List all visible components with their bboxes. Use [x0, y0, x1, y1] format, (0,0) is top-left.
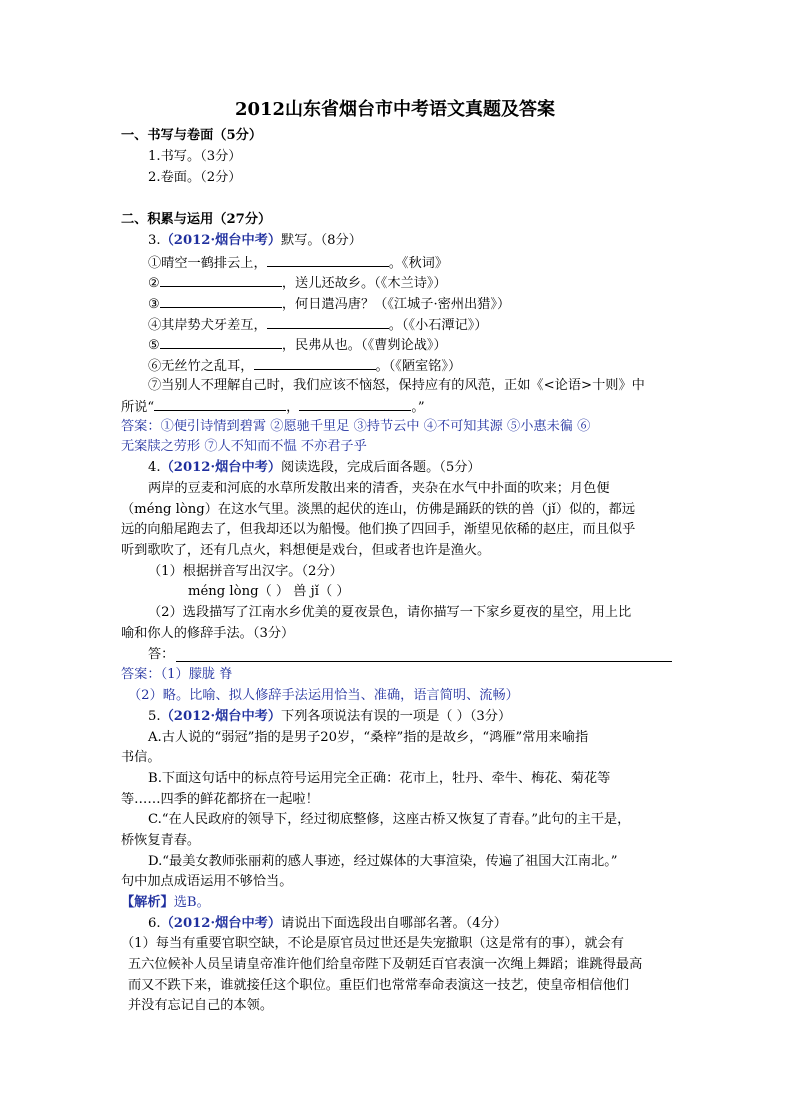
dictation-text: 。”	[411, 400, 425, 415]
dictation-text: 。（《陋室铭》）	[375, 359, 462, 374]
dictation-line-6	[148, 356, 461, 376]
answer-text: （1）朦胧 脊	[160, 667, 233, 682]
question-prompt: 请说出下面选段出自哪部名著。（4分）	[281, 916, 507, 931]
subquestion-1-blanks[interactable]: méng lòng（ ） 兽 jǐ（ ）	[188, 584, 350, 599]
item-neatness: 2.卷面。（2分）	[148, 170, 242, 185]
passage-line: 两岸的豆麦和河底的水草所发散出来的清香，夹杂在水气中扑面的吹来；月色便	[148, 481, 610, 496]
option-d: D.“最美女教师张丽莉的感人事迹，经过媒体的大事渲染，传遍了祖国大江南北。”	[148, 854, 618, 869]
answer-blank[interactable]	[154, 397, 286, 411]
passage-line: 听到歌吹了，还有几点火，料想便是戏台，但或者也许是渔火。	[121, 543, 491, 558]
dictation-text: ，民弗从也。（《曹刿论战》）	[281, 338, 447, 353]
analysis-label: 【解析】	[121, 895, 174, 910]
dictation-text: ③	[148, 297, 160, 312]
excerpt-line: 而又不跌下来，谁就接任这个职位。重臣们也常常奉命表演这一技艺，使皇帝相信他们	[128, 978, 630, 993]
answer-blank[interactable]	[160, 294, 282, 308]
dictation-line-5	[148, 335, 447, 355]
answer-label: 答案：	[121, 667, 161, 682]
excerpt-line: 五六位候补人员呈请皇帝准许他们给皇帝陛下及朝廷百官表演一次绳上舞蹈；谁跳得最高	[128, 957, 643, 972]
dictation-line-8	[121, 397, 425, 417]
analysis-q5	[121, 894, 210, 912]
question-3-header	[148, 232, 362, 250]
passage-line: （méng lòng）在这水气里。淡黑的起伏的连山，仿佛是踊跃的铁的兽（jǐ）似的，都远	[121, 502, 636, 517]
section-heading-writing: 一、书写与卷面（5分）	[121, 128, 263, 143]
dictation-text: 所说“	[121, 400, 155, 415]
answer-blank[interactable]	[267, 253, 389, 267]
question-number: 5.	[148, 709, 161, 724]
answer-q3-line-1	[121, 418, 590, 436]
dictation-text: 。（《小石潭记》）	[388, 318, 488, 333]
option-c-cont: 桥恢复青春。	[121, 833, 201, 848]
excerpt-line: （1）每当有重要官职空缺，不论是原官员过世还是失宠撤职（这是常有的事），就会有	[121, 936, 624, 951]
passage-line: 远的向船尾跑去了，但我却还以为船慢。他们换了四回手，渐望见依稀的赵庄，而且似乎	[121, 522, 636, 537]
question-source: （2012·烟台中考）	[160, 709, 282, 724]
question-number: 6.	[148, 916, 161, 931]
dictation-text: ①晴空一鹤排云上，	[148, 256, 267, 271]
page-title: 2012山东省烟台市中考语文真题及答案	[234, 99, 556, 120]
option-d-cont: 句中加点成语运用不够恰当。	[121, 874, 293, 889]
answer-line[interactable]	[176, 661, 672, 662]
answer-blank[interactable]	[267, 315, 389, 329]
answer-blank[interactable]	[160, 273, 282, 287]
answer-text: ①便引诗情到碧霄 ②愿驰千里足 ③持节云中 ④不可知其源 ⑤小惠未徧 ⑥	[160, 419, 591, 434]
question-prompt: 下列各项说法有误的一项是（ ）（3分）	[281, 709, 512, 724]
dictation-line-7: ⑦当别人不理解自己时，我们应该不恼怒，保持应有的风范，正如《<论语>十则》中	[148, 378, 645, 393]
answer-q4-line-2: （2）略。比喻、拟人修辞手法运用恰当、准确，语言简明、流畅）	[128, 688, 519, 703]
question-number: 4.	[148, 460, 161, 475]
option-c: C.“在人民政府的领导下，经过彻底整修，这座古桥又恢复了青春。”此句的主干是，	[148, 812, 631, 827]
answer-blank[interactable]	[299, 397, 411, 411]
dictation-text: 。《秋词》	[388, 256, 449, 271]
dictation-text: ，送儿还故乡。（《木兰诗》）	[281, 276, 447, 291]
item-handwriting: 1.书写。（3分）	[148, 149, 242, 164]
dictation-text: ，何日遣冯唐？（《江城子·密州出猎》）	[281, 297, 511, 312]
answer-prompt: 答：	[148, 647, 175, 662]
dictation-text: ④其岸势犬牙差互，	[148, 318, 267, 333]
answer-q3-line-2: 无案牍之劳形 ⑦人不知而不愠 不亦君子乎	[121, 439, 367, 454]
option-b: B.下面这句话中的标点符号运用完全正确：花市上，牡丹、牵牛、梅花、菊花等	[148, 771, 611, 786]
dictation-line-2	[148, 273, 447, 293]
answer-label: 答案：	[121, 419, 161, 434]
subquestion-2-cont: 喻和你人的修辞手法。（3分）	[121, 626, 295, 641]
question-prompt: 默写。（8分）	[281, 233, 362, 248]
dictation-text: ，	[286, 400, 300, 415]
answer-blank[interactable]	[254, 356, 376, 370]
dictation-text: ②	[148, 276, 160, 291]
option-a: A.古人说的“弱冠”指的是男子20岁，“桑梓”指的是故乡，“鸿雁”常用来喻指	[148, 730, 589, 745]
question-5-header	[148, 708, 511, 726]
dictation-text: ⑥无丝竹之乱耳，	[148, 359, 254, 374]
dictation-line-4	[148, 315, 488, 335]
excerpt-line: 并没有忘记自己的本领。	[128, 998, 274, 1013]
question-source: （2012·烟台中考）	[160, 233, 282, 248]
answer-q4-line-1	[121, 666, 232, 684]
answer-blank[interactable]	[160, 335, 282, 349]
dictation-line-3	[148, 294, 510, 314]
dictation-text: ⑤	[148, 338, 160, 353]
dictation-line-1	[148, 253, 448, 273]
question-prompt: 阅读选段，完成后面各题。（5分）	[281, 460, 481, 475]
question-6-header	[148, 915, 507, 933]
section-heading-accumulation: 二、积累与运用（27分）	[121, 212, 272, 227]
question-4-header	[148, 459, 481, 477]
question-source: （2012·烟台中考）	[160, 460, 282, 475]
option-a-cont: 书信。	[121, 750, 161, 765]
subquestion-2: （2）选段描写了江南水乡优美的夏夜景色，请你描写一下家乡夏夜的星空，用上比	[148, 605, 632, 620]
subquestion-1: （1）根据拼音写出汉字。（2分）	[148, 564, 343, 579]
option-b-cont: 等……四季的鲜花都挤在一起啦！	[121, 792, 319, 807]
question-number: 3.	[148, 233, 161, 248]
question-source: （2012·烟台中考）	[160, 916, 282, 931]
analysis-text: 选B。	[173, 895, 210, 910]
